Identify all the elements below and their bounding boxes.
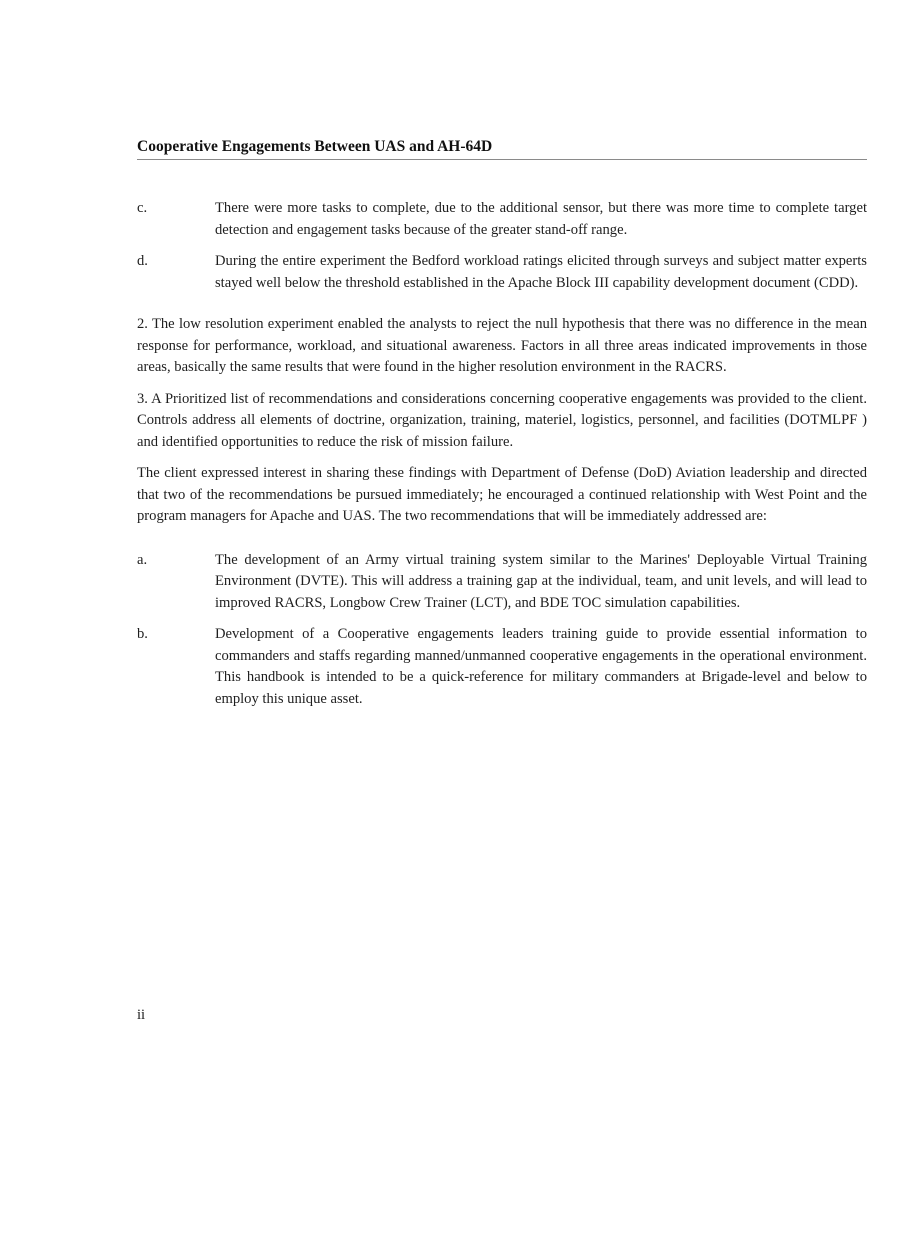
list-item-text: There were more tasks to complete, due to the additional sensor, but there was more time to complete target detection and engagement tasks because of the greater stand-off range. (215, 200, 867, 238)
running-head (137, 137, 867, 160)
paragraph-finding-2: 2. The low resolution experiment enabled the analysts to reject the null hypothesis that there was no difference in the mean response for performance, workload, and situational awareness. Factors in all three areas indicated improvements in those areas, basically the same results that were found in the higher resolution environment in the RACRS. (137, 316, 867, 375)
list-marker: a. (137, 551, 148, 568)
list-item-text: The development of an Army virtual training system similar to the Marines' Deployable Virtual Training Environment (DVTE). This will address a training gap at the individual, team, and unit levels, and will lead to improved RACRS, Longbow Crew Trainer (LCT), and BDE TOC simulation capabilities. (215, 551, 867, 611)
running-head-title: Cooperative Engagements Between UAS and AH-64D (137, 138, 493, 155)
list-marker: d. (137, 253, 148, 269)
page-number: ii (137, 1007, 146, 1023)
list-marker: b. (137, 626, 148, 642)
paragraph-finding-3: 3. A Prioritized list of recommendations and considerations concerning cooperative engagements was provided to the client. Controls address all elements of doctrine, organization, training, materiel, logistics, personnel, and facilities (DOTMLPF ) and identified opportunities to reduce the risk of mission failure. (137, 390, 867, 450)
list-item-text: Development of a Cooperative engagements leaders training guide to provide essential information to commanders and staffs regarding manned/unmanned cooperative engagements in the operational environment. This handbook is intended to be a quick-reference for military commanders at Brigade-level and below to employ this unique asset. (215, 626, 867, 707)
list-marker: c. (137, 200, 148, 216)
list-item (137, 624, 867, 710)
findings-list (137, 198, 867, 294)
list-item-text: During the entire experiment the Bedford workload ratings elicited through surveys and subject matter experts stayed well below the threshold established in the Apache Block III capability development document (CDD). (215, 253, 867, 291)
list-item (137, 550, 867, 615)
recommendations-list (137, 550, 867, 711)
list-item (137, 251, 867, 294)
body-text (137, 198, 867, 720)
list-item (137, 198, 867, 241)
paragraph-client-response: The client expressed interest in sharing these findings with Department of Defense (DoD) Aviation leadership and directed that two of the recommendations be pursued immediately; he encouraged a continued relationship with West Point and the program managers for Apache and UAS. The two recommendations that will be immediately addressed are: (137, 465, 867, 524)
